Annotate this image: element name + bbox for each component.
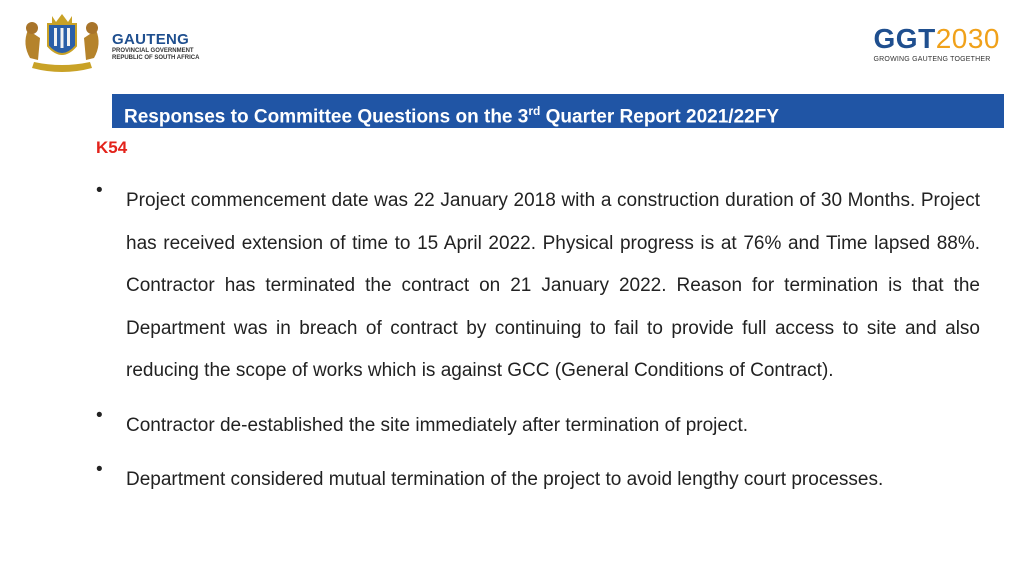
bullet-text: Project commencement date was 22 January 2018 with a construction duration of 30 Months. Project has received extension of time to 15 April 2022. Physical progress is at 76% and Time lapsed 88%. Contractor has terminated the contract on 21 January 2022. Reason for termination is that the Department was in breach of contract by continuing to fail to provide full access to site and also reducing the scope of works which is against GCC (General Conditions of Contract). (126, 190, 980, 381)
ggt-year: 2030 (935, 23, 1000, 54)
coat-of-arms-logo (18, 10, 106, 72)
title-suffix: Quarter Report 2021/22FY (540, 106, 779, 128)
bullet-text: Department considered mutual termination of the project to avoid lengthy court processes. (126, 469, 884, 490)
ggt-tagline: GROWING GAUTENG TOGETHER (873, 56, 991, 63)
slide-title (112, 94, 1004, 128)
bullet-item (96, 459, 980, 502)
bullet-dot: • (96, 404, 103, 426)
gauteng-name: GAUTENG (112, 31, 190, 48)
gauteng-subtitle-1: PROVINCIAL GOVERNMENT (112, 48, 194, 54)
gauteng-subtitle-2: REPUBLIC OF SOUTH AFRICA (112, 55, 200, 61)
bullet-dot: • (96, 459, 103, 480)
title-prefix: Responses to Committee Questions on the 3 (124, 106, 529, 128)
bullet-list (96, 180, 980, 514)
bullet-item (96, 180, 980, 393)
title-superscript: rd (528, 104, 541, 118)
bullet-dot: • (96, 180, 103, 201)
bullet-item (96, 405, 980, 448)
ggt2030-logo (874, 24, 1000, 63)
gauteng-logo-text (112, 32, 199, 62)
bullet-text: Contractor de-established the site immediately after termination of project. (126, 414, 749, 436)
question-code: K54 (96, 138, 128, 157)
ggt-main: GGT (873, 23, 936, 54)
